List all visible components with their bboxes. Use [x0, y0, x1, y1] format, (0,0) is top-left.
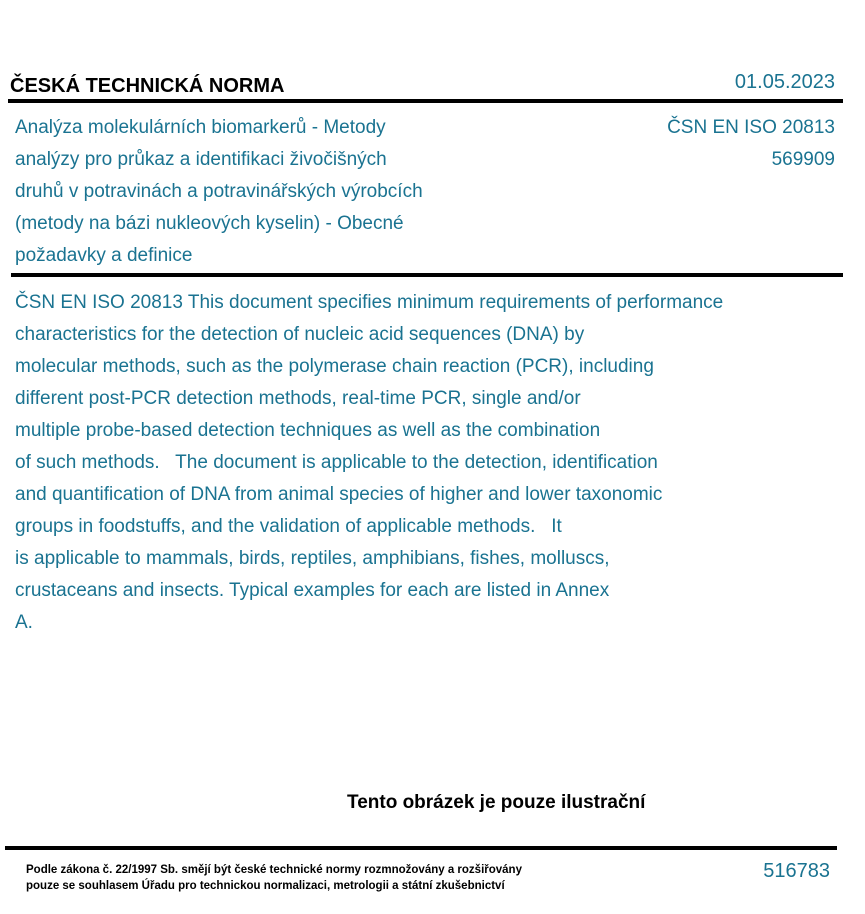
standard-title	[15, 112, 515, 272]
title-divider	[11, 273, 843, 277]
abstract-text	[15, 287, 835, 639]
title-line: Analýza molekulárních biomarkerů - Metody	[15, 117, 386, 138]
footer-divider	[5, 846, 837, 850]
abstract-line: A.	[15, 612, 33, 633]
document-header-title: ČESKÁ TECHNICKÁ NORMA	[10, 75, 285, 97]
publication-date: 01.05.2023	[734, 71, 835, 93]
abstract-line: is applicable to mammals, birds, reptiles, amphibians, fishes, molluscs,	[15, 548, 610, 569]
title-line: požadavky a definice	[15, 245, 193, 266]
catalog-number: 569909	[771, 149, 835, 170]
title-line: (metody na bázi nukleových kyselin) - Obecné	[15, 213, 404, 234]
legal-notice	[26, 862, 522, 894]
abstract-line: of such methods. The document is applicable to the detection, identification	[15, 452, 658, 473]
legal-line: Podle zákona č. 22/1997 Sb. smějí být české technické normy rozmnožovány a rozšiřovány	[26, 864, 522, 876]
abstract-line: molecular methods, such as the polymerase chain reaction (PCR), including	[15, 356, 654, 377]
title-line: druhů v potravinách a potravinářských výrobcích	[15, 181, 423, 202]
abstract-line: characteristics for the detection of nucleic acid sequences (DNA) by	[15, 324, 585, 345]
illustration-note: Tento obrázek je pouze ilustrační	[347, 792, 646, 813]
abstract-line: different post-PCR detection methods, real-time PCR, single and/or	[15, 388, 581, 409]
abstract-line: and quantification of DNA from animal species of higher and lower taxonomic	[15, 484, 663, 505]
abstract-line: ČSN EN ISO 20813 This document specifies minimum requirements of performance	[15, 292, 724, 313]
standard-identifiers	[667, 112, 835, 176]
legal-line: pouze se souhlasem Úřadu pro technickou normalizaci, metrologii a státní zkušebnictví	[26, 880, 505, 892]
standard-designation: ČSN EN ISO 20813	[667, 117, 835, 138]
document-number: 516783	[763, 860, 830, 882]
header-divider	[8, 99, 843, 103]
title-line: analýzy pro průkaz a identifikaci živočišných	[15, 149, 387, 170]
abstract-line: multiple probe-based detection techniques as well as the combination	[15, 420, 601, 441]
abstract-line: crustaceans and insects. Typical examples for each are listed in Annex	[15, 580, 610, 601]
abstract-line: groups in foodstuffs, and the validation of applicable methods. It	[15, 516, 562, 537]
